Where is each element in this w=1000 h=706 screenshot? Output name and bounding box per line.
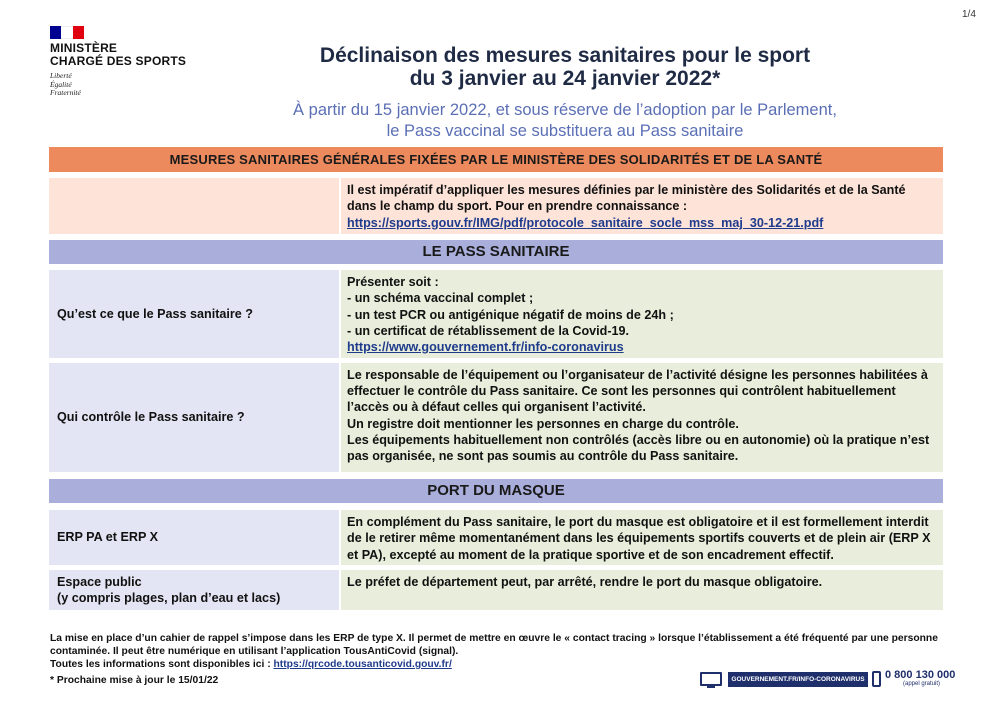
- ministry-line-1: MINISTÈRE: [50, 41, 118, 55]
- info-line: [50, 658, 950, 671]
- gouvernement-coronavirus-link[interactable]: https://www.gouvernement.fr/info-coronavirus: [347, 340, 624, 355]
- pass-question-content: [341, 270, 943, 358]
- pass-line-intro: Présenter soit :: [347, 275, 439, 289]
- pass-line-test: - un test PCR ou antigénique négatif de moins de 24h ;: [347, 307, 674, 322]
- protocol-pdf-link[interactable]: https://sports.gouv.fr/IMG/pdf/protocole_sanitaire_socle_mss_maj_30-12-21.pdf: [347, 215, 824, 230]
- general-measures-content: [341, 178, 943, 234]
- mask-erp-content: [341, 510, 943, 565]
- pass-control-label: Qui contrôle le Pass sanitaire ?: [49, 363, 339, 472]
- page-title: [240, 44, 890, 90]
- motto-liberte: Liberté: [50, 71, 72, 80]
- french-flag-logo: [50, 26, 84, 39]
- motto-egalite: Égalité: [50, 79, 72, 89]
- pass-control-para-1: Le responsable de l’équipement ou l’organisateur de l’activité désigne les personnes habilitées à effectuer le contrôle du Pass sanitaire. Ce sont les personnes qui contrôlent habituellement l’accès ou à défaut celles qui organisent l’activité.: [347, 368, 928, 415]
- page-number: 1/4: [962, 9, 976, 20]
- tousanticovid-link[interactable]: https://qrcode.tousanticovid.gouv.fr/: [273, 659, 452, 670]
- phone-icon: [872, 671, 881, 687]
- pass-line-recovery: - un certificat de rétablissement de la Covid-19.: [347, 323, 630, 338]
- mask-public-label-line-1: Espace public: [57, 575, 142, 589]
- mask-public-label: [49, 570, 339, 610]
- monitor-stand-icon: [707, 686, 715, 688]
- general-measures-empty-cell: [49, 178, 339, 234]
- next-update-note: * Prochaine mise à jour le 15/01/22: [50, 675, 219, 686]
- pass-control-para-2: Un registre doit mentionner les personnes en charge du contrôle.: [347, 416, 739, 431]
- footer-notes: [50, 632, 950, 671]
- mask-public-content: [341, 570, 943, 610]
- pass-line-vaccine: - un schéma vaccinal complet ;: [347, 291, 534, 306]
- contact-tracing-note: La mise en place d’un cahier de rappel s’impose dans les ERP de type X. Il permet de mettre en œuvre le « contact tracing » lorsque l’établissement a été fréquenté par une personne contaminée. Il peut être numérique en utilisant l’application TousAntiCovid (signal).: [50, 633, 938, 657]
- page-subtitle: [220, 100, 910, 142]
- general-measures-header: MESURES SANITAIRES GÉNÉRALES FIXÉES PAR LE MINISTÈRE DES SOLIDARITÉS ET DE LA SANTÉ: [49, 147, 943, 172]
- mask-header: PORT DU MASQUE: [49, 479, 943, 503]
- mask-erp-text: En complément du Pass sanitaire, le port du masque est obligatoire et il est formellement interdit de le retirer même momentanément dans les équipements sportifs couverts et de plein air (ERP X et PA), excepté au moment de la pratique sportive et de son encadrement effectif.: [347, 515, 931, 562]
- mask-erp-label: ERP PA et ERP X: [49, 510, 339, 565]
- mask-public-text: Le préfet de département peut, par arrêté, rendre le port du masque obligatoire.: [347, 575, 823, 589]
- pass-question-label: Qu’est ce que le Pass sanitaire ?: [49, 270, 339, 358]
- info-prefix: Toutes les informations sont disponibles ici :: [50, 659, 274, 670]
- ministry-line-2: CHARGÉ DES SPORTS: [50, 54, 187, 68]
- gouvernement-info-banner[interactable]: GOUVERNEMENT.FR/INFO-CORONAVIRUS: [728, 672, 868, 687]
- general-measures-text: Il est impératif d’appliquer les mesures définies par le ministère des Solidarités et de la Santé dans le champ du sport. Pour en prendre connaissance :: [347, 183, 906, 214]
- pass-control-content: [341, 363, 943, 472]
- pass-sanitaire-header: LE PASS SANITAIRE: [49, 240, 943, 264]
- subtitle-line-1: À partir du 15 janvier 2022, et sous réserve de l’adoption par le Parlement,: [293, 101, 837, 119]
- republic-motto: [50, 72, 81, 98]
- subtitle-line-2: le Pass vaccinal se substituera au Pass sanitaire: [386, 122, 744, 140]
- motto-fraternite: Fraternité: [50, 88, 81, 97]
- title-line-2: du 3 janvier au 24 janvier 2022*: [409, 67, 721, 90]
- hotline-note: (appel gratuit): [903, 681, 941, 687]
- monitor-icon: [700, 672, 722, 686]
- ministry-name: [50, 42, 186, 68]
- mask-public-label-line-2: (y compris plages, plan d’eau et lacs): [57, 591, 281, 606]
- pass-control-para-3: Les équipements habituellement non contrôlés (accès libre ou en autonomie) où la pratique n’est pas organisée, ne sont pas soumis au contrôle du Pass sanitaire.: [347, 432, 930, 464]
- title-line-1: Déclinaison des mesures sanitaires pour le sport: [319, 44, 811, 67]
- hotline-number: 0 800 130 000: [885, 669, 956, 681]
